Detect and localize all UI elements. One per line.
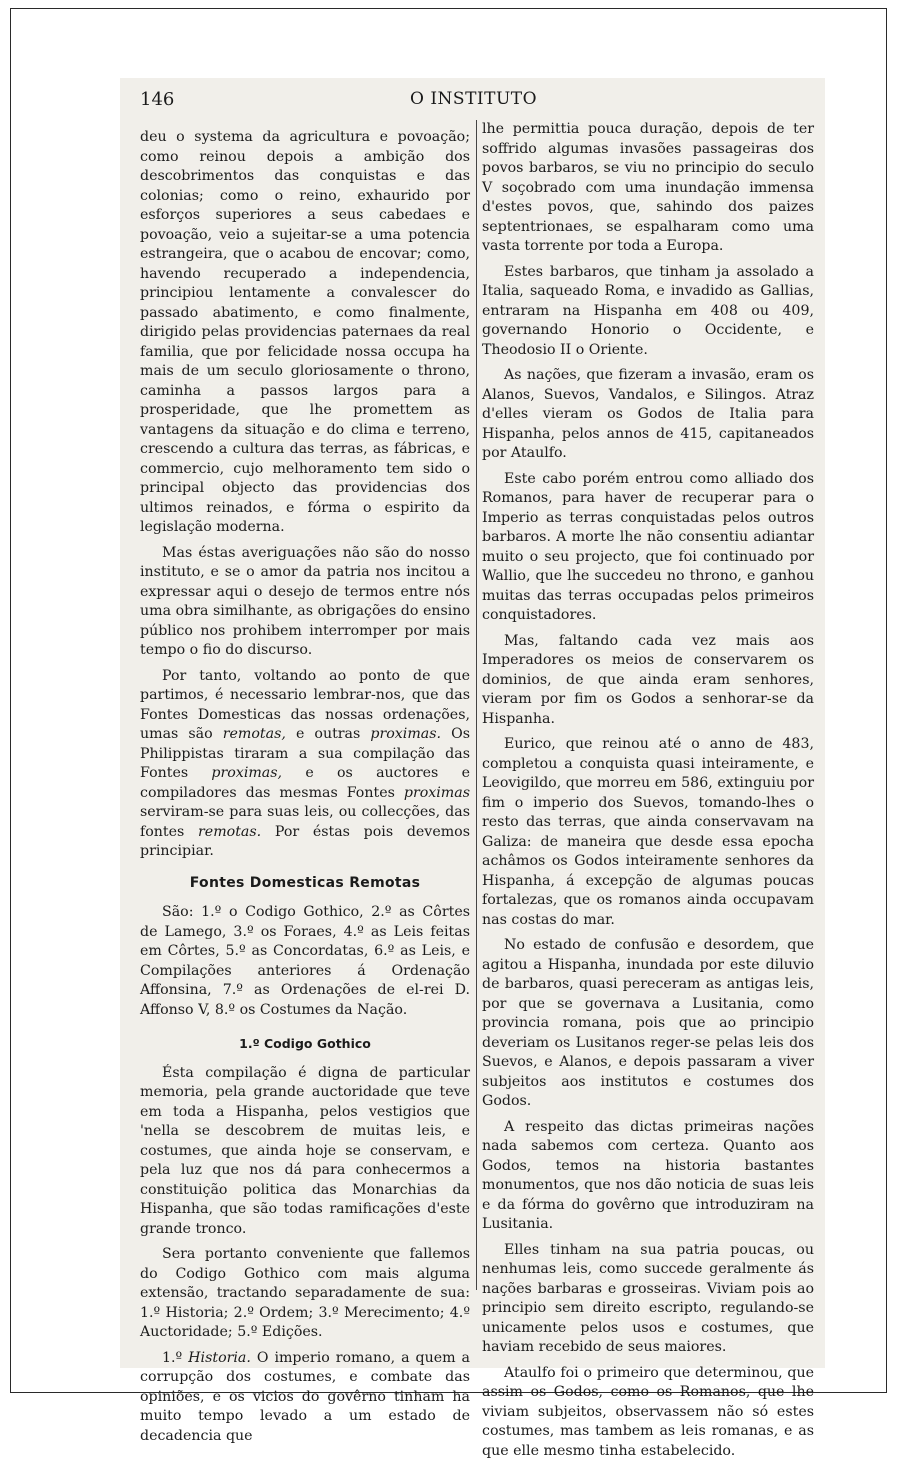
running-title: O INSTITUTO	[410, 89, 538, 109]
subsection-heading: 1.º Codigo Gothico	[239, 1036, 371, 1051]
paragraph: Este cabo porém entrou como alliado dos Romanos, para haver de recuperar para o Imperio as terras conquistadas pelos outros barbaros. A morte lhe não consentiu adiantar muito o seu projecto, que foi continuado por Wallio, que lhe succedeu no throno, e ganhou muitas das terras occupadas pelos primeiros conquistadores.	[482, 470, 814, 623]
column-divider	[476, 120, 477, 1290]
paragraph: lhe permittia pouca duração, depois de ter soffrido algumas invasões passageiras dos povos barbaros, se viu no principio do seculo V soçobrado com uma inundação immensa d'estes povos, que, sahindo dos paizes septentrionaes, se espalharam como uma vasta torrente por toda a Europa.	[482, 121, 814, 254]
paragraph: Mas, faltando cada vez mais aos Imperadores os meios de conservarem os dominios, de que ainda eram senhores, vieram por fim os Godos a senhorar-se da Hispanha.	[482, 632, 814, 727]
paragraph: Mas éstas averiguações não são do nosso instituto, e se o amor da patria nos incitou a expressar aqui o desejo de termos entre nós uma obra similhante, as obrigações do ensino público nos prohibem interromper por mais tempo o fio do discurso.	[140, 544, 470, 658]
paragraph: As nações, que fizeram a invasão, eram os Alanos, Suevos, Vandalos, e Silingos. Atraz d'elles vieram os Godos de Italia para Hispanha, pelos annos de 415, capitaneados por Ataulfo.	[482, 367, 814, 461]
paragraph: Sera portanto conveniente que fallemos do Codigo Gothico com mais alguma extensão, tractando separadamente de sua: 1.º Historia; 2.º Ordem; 3.º Merecimento; 4.º Auctoridade; 5.º Edições.	[140, 1246, 470, 1340]
paragraph: São: 1.º o Codigo Gothico, 2.º as Côrtes de Lamego, 3.º os Foraes, 4.º as Leis feitas em Côrtes, 5.º as Concordatas, 6.º as Leis, e Compilações anteriores á Ordenação Affonsina, 7.º as Ordenações de el-rei D. Affonso V, 8.º os Costumes da Nação.	[140, 904, 470, 1018]
paragraph: deu o systema da agricultura e povoação; como reinou depois a ambição dos descobrimentos das conquistas e das colonias; como o reino, exhaurido por esforços superiores a seus cabedaes e povoação, veio a sujeitar-se a uma potencia estrangeira, que o acabou de encovar; como, havendo recuperado a independencia, principiou lentamente a convalescer do passado abatimento, e como finalmente, dirigido pelas providencias paternaes da real familia, que por felicidade nossa occupa ha mais de um seculo gloriosamente o throno, caminha a passos largos para a prosperidade, que lhe promettem as vantagens da situação e do clima e terreno, crescendo a cultura das terras, as fábricas, e commercio, cujo melhoramento tem sido o principal objecto das providencias dos ultimos reinados, e fórma o espirito da legislação moderna.	[140, 129, 470, 535]
paragraph: Estes barbaros, que tinham ja assolado a Italia, saqueado Roma, e invadido as Gallias, entraram na Hispanha em 408 ou 409, governando Honorio o Occidente, e Theodosio II o Oriente.	[482, 263, 814, 358]
paragraph: 1.º Historia. O imperio romano, a quem a corrupção dos costumes, e combate das opiniões, e os vicios do govêrno tinham ha muito tempo levado a um estado de decadencia que	[140, 1349, 471, 1444]
page-header	[140, 89, 820, 119]
page-number: 146	[140, 89, 175, 110]
paragraph: Ésta compilação é digna de particular memoria, pela grande auctoridade que teve em toda a Hispanha, pelos vestigios que 'nella se descobrem de muitas leis, e costumes, que ainda hoje se conservam, e pela luz que nos dá para conhecermos a constituição politica das Monarchias da Hispanha, que são todas ramificações d'este grande tronco.	[140, 1064, 470, 1237]
left-column	[140, 128, 470, 1452]
paragraph: Elles tinham na sua patria poucas, ou nenhumas leis, como succede geralmente ás nações barbaras e grosseiras. Viviam pois ao principio sem direito escripto, regulando-se unicamente pelos usos e costumes, que haviam recebido de seus maiores.	[482, 1241, 814, 1355]
paragraph: A respeito das dictas primeiras nações nada sabemos com certeza. Quanto aos Godos, temos na historia bastantes monumentos, que nos dão noticia de suas leis e da fórma do govêrno que introduziram na Lusitania.	[482, 1118, 814, 1232]
right-column	[482, 120, 814, 1467]
paragraph: Eurico, que reinou até o anno de 483, completou a conquista quasi inteiramente, e Leovigildo, que morreu em 586, extinguiu por fim o imperio dos Suevos, tomando-lhes o resto das terras, que ainda conservavam na Galiza: de maneira que desde essa epocha achâmos os Godos inteiramente senhores da Hispanha, á excepção de algumas poucas fortalezas, que os romanos ainda occupavam nas costas do mar.	[482, 736, 814, 928]
paragraph: No estado de confusão e desordem, que agitou a Hispanha, inundada por este diluvio de barbaros, quasi pereceram as antigas leis, por que se governava a Lusitania, como provincia romana, pois que ao principio deveriam os Lusitanos reger-se pelas leis dos Suevos, e Alanos, e depois passaram a viver subjeitos aos institutos e costumes dos Godos.	[482, 937, 814, 1109]
paragraph: Ataulfo foi o primeiro que determinou, que assim os Godos, como os Romanos, que lhe viviam subjeitos, observassem não só estes costumes, mas tambem as leis romanas, e as que elle mesmo tinha estabelecido.	[482, 1364, 814, 1459]
section-heading: Fontes Domesticas Remotas	[189, 874, 421, 891]
paragraph: Por tanto, voltando ao ponto de que partimos, é necessario lembrar-nos, que das Fontes Domesticas das nossas ordenações, umas são remotas, e outras proximas. Os Philippistas tiraram a sua compilação das Fontes proximas, e os auctores e compiladores das mesmas Fontes proximas serviram-se para suas leis, ou collecções, das fontes remotas. Por éstas pois devemos principiar.	[140, 667, 471, 859]
